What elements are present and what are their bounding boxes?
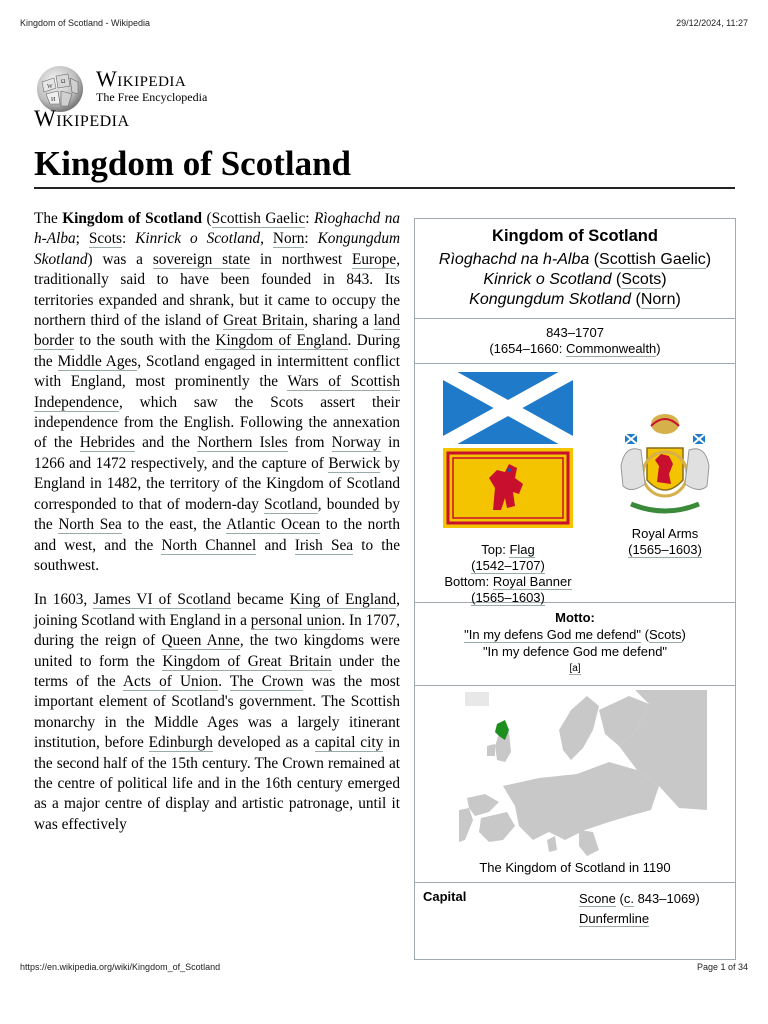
article-link[interactable]: Kingdom of Great Britain [162,652,332,670]
article-link[interactable]: Acts of Union [122,672,219,690]
flag-years-link[interactable]: (1542–1707) [471,558,545,573]
lang-link-sco[interactable]: Scots [621,271,662,288]
royal-banner-link[interactable]: Royal Banner [492,574,572,589]
arms-years-wrap [605,542,725,558]
article-link[interactable]: Great Britain [223,312,305,330]
saltire-flag-image[interactable] [443,372,573,444]
print-page-title: Kingdom of Scotland - Wikipedia [20,18,151,28]
royal-arms-image[interactable] [611,408,719,524]
arms-label: Royal Arms [631,526,699,541]
article-link[interactable]: Norn [272,230,305,248]
article-link[interactable]: land border [34,312,401,350]
italic-term: Kinrick o Scotland [135,230,261,248]
article-link[interactable]: Queen Anne [161,632,240,650]
print-url: https://en.wikipedia.org/wiki/Kingdom_of_Scotland [20,962,221,972]
flag-caption-bottom [423,574,593,590]
bold-term: Kingdom of Scotland [62,210,203,227]
article-link[interactable]: Kingdom of England [215,332,348,350]
article-link[interactable]: Scottish Gaelic [211,210,306,227]
capital-2 [579,909,700,929]
dates-close: ) [656,341,661,356]
flag-link[interactable]: Flag [509,542,535,557]
article-link[interactable]: Northern Isles [197,434,288,452]
motto-footnote-link[interactable]: [a] [569,663,581,674]
commonwealth-link[interactable]: Commonwealth [565,341,657,356]
royal-banner-image[interactable] [443,448,573,528]
infobox-map [415,686,735,883]
wikipedia-wordmark-secondary: Wikipedia [34,106,130,131]
infobox-native-name-norn: Kongungdum Skotland (Norn) [469,291,681,308]
infobox-native-name-sco: Kinrick o Scotland (Scots) [483,271,667,288]
capital-1: Scone (c. 843–1069) [579,891,700,906]
capital-values [579,889,700,929]
infobox-flags [415,364,735,603]
motto-footnote-wrap [419,660,731,677]
article-link[interactable]: personal union [250,611,342,629]
title-divider [34,187,735,189]
article-link[interactable]: Hebrides [79,434,135,452]
lang-link-gd[interactable]: Scottish Gaelic [599,251,706,268]
motto-label: Motto: [555,610,595,625]
article-link[interactable]: Wars of Scottish Independence [34,373,400,411]
flag-caption [423,542,593,606]
motto-link[interactable]: "In my defens God me defend" [464,627,642,642]
name-sco: Kinrick o Scotland [483,271,612,288]
capital-1-years: 843–1069) [633,891,700,906]
article-paragraph-2: In 1603, James VI of Scotland became King of England, joining Scotland with England in a personal union. In 1707, during the reign of Queen Anne, the two kingdoms were united to form the Kingdom of Great Britain under the terms of the Acts of Union. The Crown was the most important element of Scotland's government. The Scottish monarchy in the Middle Ages was a largely itinerant institution, before Edinburgh developed as a capital city in the second half of the 15th century. The Crown remained at the centre of political life and in the 16th century emerged as a major centre of display and artistic patronage, until it was effectively [34,591,401,833]
article-link[interactable]: James VI of Scotland [93,591,231,609]
italic-term: Kongungdum Skotland [34,230,401,268]
svg-text:И: И [51,97,56,103]
article-body [34,209,400,849]
article-link[interactable]: North Sea [58,516,122,534]
name-norn: Kongungdum Skotland [469,291,632,308]
dates-commonwealth [419,341,731,357]
article-link[interactable]: Norway [331,434,381,452]
article-link[interactable]: Edinburgh [148,734,213,752]
article-link[interactable]: North Channel [161,536,257,554]
italic-term: Rìoghachd na h-Alba [34,210,400,248]
flag-caption-bottom-years [423,590,593,606]
article-link[interactable]: Berwick [328,454,381,472]
capital-label: Capital [423,889,467,904]
svg-text:W: W [47,84,53,90]
article-link[interactable]: Scots [88,230,122,248]
lang-link-norn[interactable]: Norn [640,291,676,308]
infobox [414,218,736,960]
wikipedia-tagline: The Free Encyclopedia [96,90,208,104]
motto-translation: "In my defence God me defend" [482,644,668,659]
article-link[interactable]: Europe [352,250,397,268]
print-page-number: Page 1 of 34 [696,962,748,972]
article-link[interactable]: The Crown [229,672,304,690]
article-link[interactable]: capital city [314,734,384,752]
dunfermline-link[interactable]: Dunfermline [579,911,650,926]
page-title: Kingdom of Scotland [34,144,351,183]
flag-top-label: Top: [481,542,510,557]
banner-years-link[interactable]: (1565–1603) [471,590,545,605]
infobox-motto [415,603,735,686]
name-gd: Rìoghachd na h-Alba [438,251,590,268]
article-link[interactable]: sovereign state [152,250,251,268]
article-link[interactable]: Scotland [264,495,318,513]
motto-lang-link[interactable]: Scots [648,627,682,642]
article-link[interactable]: Irish Sea [294,536,354,554]
infobox-dates [415,319,735,364]
article-link[interactable]: King of England [289,591,397,609]
arms-caption [605,526,725,558]
wikipedia-wordmark: Wikipedia [96,66,187,91]
article-link[interactable]: Atlantic Ocean [226,516,321,534]
dates-inner: (1654–1660: [489,341,566,356]
infobox-native-name-gd: Rìoghachd na h-Alba (Scottish Gaelic) [438,251,712,268]
map-caption: The Kingdom of Scotland in 1190 [479,860,671,875]
article-link[interactable]: Middle Ages [57,352,138,370]
motto-line: "In my defens God me defend" (Scots) [464,627,686,642]
svg-text:Ω: Ω [61,79,66,85]
scone-link[interactable]: Scone [579,891,616,906]
dates-range: 843–1707 [546,325,604,340]
infobox-header [415,219,735,319]
flag-caption-top [423,542,593,558]
print-datetime: 29/12/2024, 11:27 [676,18,748,28]
infobox-capital [415,883,735,933]
circa-link[interactable]: c. [623,891,634,906]
flag-caption-top-years [423,558,593,574]
infobox-title: Kingdom of Scotland [492,227,658,245]
europe-map-image[interactable] [459,690,707,856]
article-paragraph-1: The Kingdom of Scotland (Scottish Gaelic: Rìoghachd na h-Alba; Scots: Kinrick o Scotland, Norn: Kongungdum Skotland) was a sovereign state in northwest Europe, traditionally said to have been founded in 843. Its territories expanded and shrank, but it came to occupy the northern third of the island of Great Britain, sharing a land border to the south with the Kingdom of England. During the Middle Ages, Scotland engaged in intermittent conflict with England, most prominently the Wars of Scottish Independence, which saw the Scots assert their independence from the English. Following the annexation of the Hebrides and the Northern Isles from Norway in 1266 and 1472 respectively, and the capture of Berwick by England in 1482, the territory of the Kingdom of Scotland corresponded to that of modern-day Scotland, bounded by the North Sea to the east, the Atlantic Ocean to the north and west, and the North Channel and Irish Sea to the southwest. [34,210,401,574]
arms-years-link[interactable]: (1565–1603) [628,542,702,557]
flag-bottom-label: Bottom: [444,574,493,589]
